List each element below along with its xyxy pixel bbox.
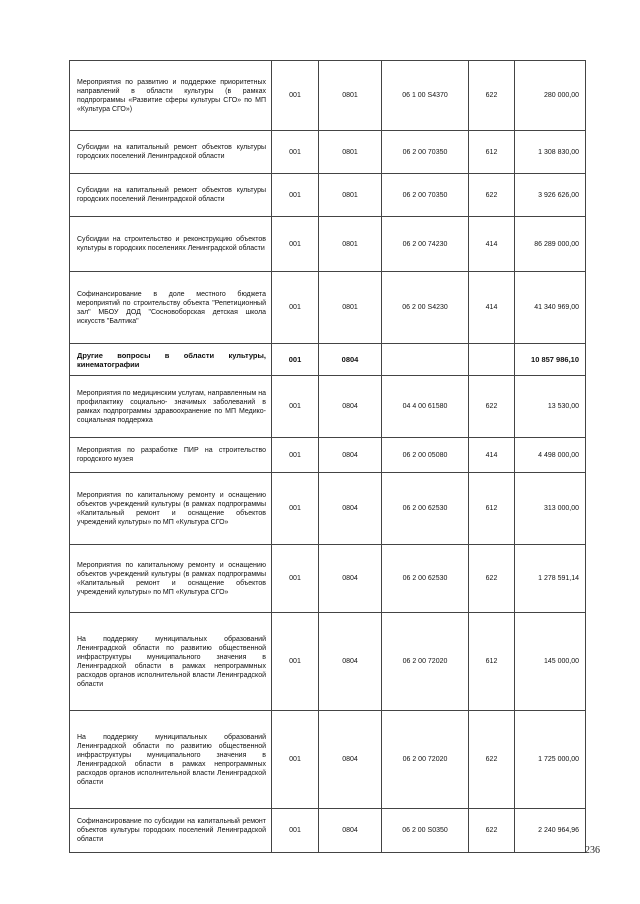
row-amount: 10 857 986,10	[515, 344, 586, 376]
table-row	[70, 711, 586, 809]
row-amount: 2 240 964,96	[515, 809, 586, 853]
row-article: 06 2 00 62530	[382, 545, 469, 613]
row-amount: 4 498 000,00	[515, 438, 586, 473]
row-article: 06 2 00 62530	[382, 473, 469, 545]
row-section: 0801	[319, 61, 382, 131]
row-amount: 280 000,00	[515, 61, 586, 131]
row-article: 06 2 00 74230	[382, 217, 469, 272]
row-amount: 1 278 591,14	[515, 545, 586, 613]
row-type: 622	[469, 545, 515, 613]
row-article: 06 2 00 S0350	[382, 809, 469, 853]
row-section: 0804	[319, 545, 382, 613]
row-type: 622	[469, 809, 515, 853]
row-section: 0801	[319, 217, 382, 272]
row-code: 001	[272, 131, 319, 174]
row-section: 0801	[319, 272, 382, 344]
table-row-subtotal	[70, 344, 586, 376]
row-description: Субсидии на капитальный ремонт объектов культуры городских поселений Ленинградской области	[70, 174, 272, 217]
row-description: Софинансирование по субсидии на капитальный ремонт объектов культуры городских поселений Ленинградской области	[70, 809, 272, 853]
row-code: 001	[272, 174, 319, 217]
row-description: Субсидии на капитальный ремонт объектов культуры городских поселений Ленинградской области	[70, 131, 272, 174]
row-code: 001	[272, 272, 319, 344]
row-amount: 1 308 830,00	[515, 131, 586, 174]
row-amount: 86 289 000,00	[515, 217, 586, 272]
row-type: 414	[469, 438, 515, 473]
row-type: 622	[469, 376, 515, 438]
table-row	[70, 545, 586, 613]
row-code: 001	[272, 217, 319, 272]
budget-table-body	[70, 61, 586, 853]
row-description: Мероприятия по медицинским услугам, направленным на профилактику социально- значимых заболеваний в рамках подпрограммы здравоохранение по МП Медико-социальная поддержка	[70, 376, 272, 438]
row-description: На поддержку муниципальных образований Ленинградской области по развитию общественной инфраструктуры муниципального значения в Ленинградской области в рамках непрограммных расходов органов исполнительной власти Ленинградской области	[70, 613, 272, 711]
row-description: Другие вопросы в области культуры, кинематографии	[70, 344, 272, 376]
row-section: 0801	[319, 131, 382, 174]
row-section: 0804	[319, 613, 382, 711]
row-code: 001	[272, 473, 319, 545]
row-type: 612	[469, 613, 515, 711]
table-row	[70, 174, 586, 217]
table-row	[70, 61, 586, 131]
row-type: 414	[469, 217, 515, 272]
row-section: 0804	[319, 438, 382, 473]
row-code: 001	[272, 809, 319, 853]
row-article: 04 4 00 61580	[382, 376, 469, 438]
row-type: 612	[469, 473, 515, 545]
row-description: Мероприятия по разработке ПИР на строительство городского музея	[70, 438, 272, 473]
row-section: 0804	[319, 344, 382, 376]
row-amount: 41 340 969,00	[515, 272, 586, 344]
table-row	[70, 272, 586, 344]
row-article: 06 2 00 72020	[382, 613, 469, 711]
table-row	[70, 613, 586, 711]
row-type	[469, 344, 515, 376]
row-description: Софинансирование в доле местного бюджета мероприятий по строительству объекта "Репетиционный зал" МБОУ ДОД "Сосновоборская детская школа искусств "Балтика"	[70, 272, 272, 344]
row-code: 001	[272, 545, 319, 613]
table-row	[70, 131, 586, 174]
row-section: 0804	[319, 473, 382, 545]
table-row	[70, 438, 586, 473]
row-amount: 313 000,00	[515, 473, 586, 545]
row-article: 06 2 00 S4230	[382, 272, 469, 344]
table-row	[70, 473, 586, 545]
row-section: 0804	[319, 376, 382, 438]
row-article: 06 2 00 70350	[382, 131, 469, 174]
row-code: 001	[272, 438, 319, 473]
row-code: 001	[272, 376, 319, 438]
table-row	[70, 217, 586, 272]
row-type: 414	[469, 272, 515, 344]
row-description: Мероприятия по развитию и поддержке приоритетных направлений в области культуры (в рамках подпрограммы «Развитие сферы культуры СГО» по МП «Культура СГО»)	[70, 61, 272, 131]
row-type: 622	[469, 174, 515, 217]
row-article	[382, 344, 469, 376]
row-description: Субсидии на строительство и реконструкцию объектов культуры в городских поселениях Ленинградской области	[70, 217, 272, 272]
row-description: Мероприятия по капитальному ремонту и оснащению объектов учреждений культуры (в рамках подпрограммы «Капитальный ремонт и оснащение объектов учреждений культуры» по МП «Культура СГО»	[70, 545, 272, 613]
row-amount: 3 926 626,00	[515, 174, 586, 217]
page-number: 236	[585, 845, 600, 856]
row-section: 0804	[319, 809, 382, 853]
row-section: 0801	[319, 174, 382, 217]
row-amount: 1 725 000,00	[515, 711, 586, 809]
row-amount: 13 530,00	[515, 376, 586, 438]
row-article: 06 2 00 72020	[382, 711, 469, 809]
row-code: 001	[272, 711, 319, 809]
row-type: 622	[469, 61, 515, 131]
row-code: 001	[272, 61, 319, 131]
table-row	[70, 376, 586, 438]
row-section: 0804	[319, 711, 382, 809]
budget-table	[69, 60, 586, 853]
row-article: 06 2 00 05080	[382, 438, 469, 473]
row-code: 001	[272, 613, 319, 711]
table-row	[70, 809, 586, 853]
row-type: 622	[469, 711, 515, 809]
row-code: 001	[272, 344, 319, 376]
row-description: На поддержку муниципальных образований Ленинградской области по развитию общественной инфраструктуры муниципального значения в Ленинградской области в рамках непрограммных расходов органов исполнительной власти Ленинградской области	[70, 711, 272, 809]
row-type: 612	[469, 131, 515, 174]
row-amount: 145 000,00	[515, 613, 586, 711]
row-article: 06 2 00 70350	[382, 174, 469, 217]
row-description: Мероприятия по капитальному ремонту и оснащению объектов учреждений культуры (в рамках подпрограммы «Капитальный ремонт и оснащение объектов учреждений культуры» по МП «Культура СГО»	[70, 473, 272, 545]
row-article: 06 1 00 S4370	[382, 61, 469, 131]
